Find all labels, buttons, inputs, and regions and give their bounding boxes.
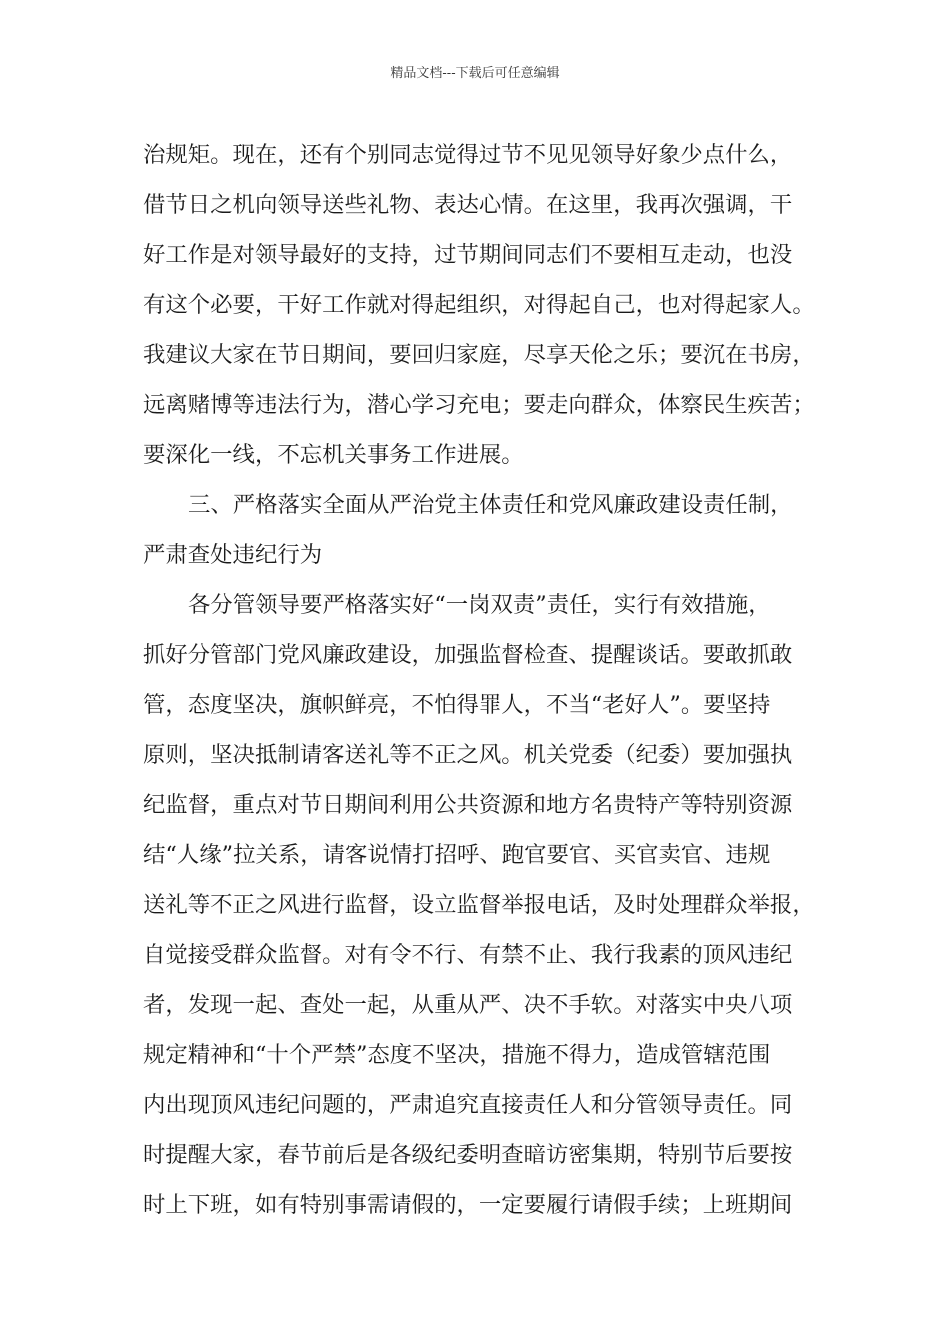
- text-line-18: 者，发现一起、查处一起，从重从严、决不手软。对落实中央八项: [143, 992, 793, 1018]
- page-header: 精品文档---下载后可任意编辑: [390, 66, 560, 81]
- text-line-1: 治规矩。现在，还有个别同志觉得过节不见见领导好象少点什么，: [143, 142, 793, 168]
- text-line-22: 时上下班，如有特别事需请假的，一定要履行请假手续；上班期间: [143, 1192, 793, 1218]
- text-line-19: 规定精神和“十个严禁”态度不坚决，措施不得力，造成管辖范围: [143, 1042, 771, 1068]
- section-heading-line-2: 严肃查处违纪行为: [143, 542, 323, 568]
- text-line-2: 借节日之机向领导送些礼物、表达心情。在这里，我再次强调，干: [143, 192, 793, 218]
- text-line-12: 管，态度坚决，旗帜鲜亮，不怕得罪人，不当“老好人”。要坚持: [143, 692, 771, 718]
- text-line-13: 原则，坚决抵制请客送礼等不正之风。机关党委（纪委）要加强执: [143, 742, 793, 768]
- section-heading-line-1: 三、严格落实全面从严治党主体责任和党风廉政建设责任制，: [188, 492, 793, 518]
- text-line-11: 抓好分管部门党风廉政建设，加强监督检查、提醒谈话。要敢抓敢: [143, 642, 793, 668]
- text-line-5: 我建议大家在节日期间，要回归家庭，尽享天伦之乐；要沉在书房，: [143, 342, 815, 368]
- text-line-20: 内出现顶风违纪问题的，严肃追究直接责任人和分管领导责任。同: [143, 1092, 793, 1118]
- text-line-10: 各分管领导要严格落实好“一岗双责”责任，实行有效措施，: [188, 592, 771, 618]
- text-line-3: 好工作是对领导最好的支持，过节期间同志们不要相互走动，也没: [143, 242, 793, 268]
- text-line-21: 时提醒大家，春节前后是各级纪委明查暗访密集期，特别节后要按: [143, 1142, 793, 1168]
- text-line-17: 自觉接受群众监督。对有令不行、有禁不止、我行我素的顶风违纪: [143, 942, 793, 968]
- document-body: [143, 130, 843, 1230]
- text-line-16: 送礼等不正之风进行监督，设立监督举报电话，及时处理群众举报，: [143, 892, 815, 918]
- text-line-14: 纪监督，重点对节日期间利用公共资源和地方名贵特产等特别资源: [143, 792, 793, 818]
- text-line-7: 要深化一线，不忘机关事务工作进展。: [143, 442, 524, 468]
- text-line-4: 有这个必要，干好工作就对得起组织，对得起自己，也对得起家人。: [143, 292, 815, 318]
- text-line-6: 远离赌博等违法行为，潜心学习充电；要走向群众，体察民生疾苦；: [143, 392, 815, 418]
- text-line-15: 结“人缘”拉关系，请客说情打招呼、跑官要官、买官卖官、违规: [143, 842, 771, 868]
